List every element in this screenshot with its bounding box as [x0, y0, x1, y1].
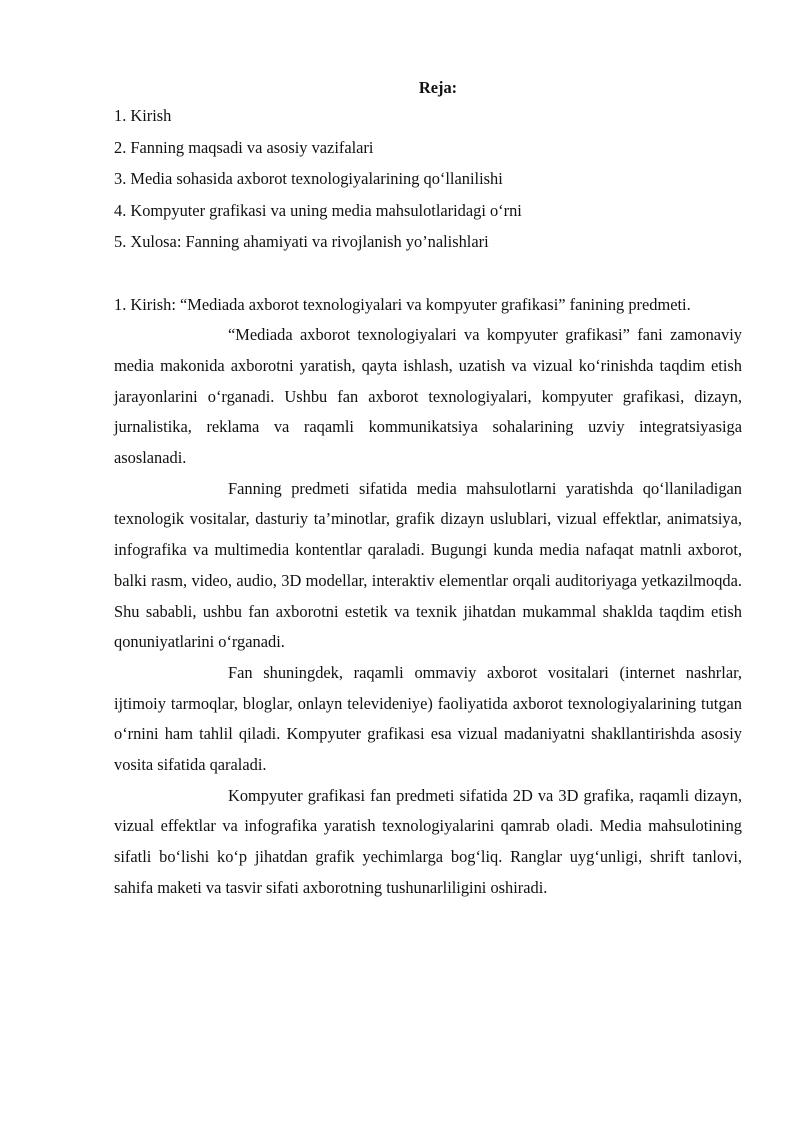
- plan-item-2: 2. Fanning maqsadi va asosiy vazifalari: [114, 137, 374, 157]
- paragraph-3: Fan shuningdek, raqamli ommaviy axborot vositalari (internet nashrlar, ijtimoiy tarmoqlar, bloglar, onlayn televideniye) faoliyatida axborot texnologiyalarining tutgan o‘rnini ham tahlil qiladi. Kompyuter grafikasi esa vizual madaniyatni shakllantirishda asosiy vosita sifatida qaraladi.: [114, 662, 742, 775]
- paragraph-2: Fanning predmeti sifatida media mahsulotlarni yaratishda qo‘llaniladigan texnologik vositalar, dasturiy ta’minotlar, grafik dizayn uslublari, vizual effektlar, animatsiya, infografika va multimedia kontentlar qaraladi. Bugungi kunda media nafaqat matnli axborot, balki rasm, video, audio, 3D modellar, interaktiv elementlar orqali auditoriyaga yetkazilmoqda. Shu sababli, ushbu fan axborotni estetik va texnik jihatdan mukammal shaklda taqdim etish qonuniyatlarini o‘rganadi.: [114, 478, 742, 652]
- plan-title: Reja:: [418, 78, 458, 97]
- plan-item-4: 4. Kompyuter grafikasi va uning media mahsulotlaridagi o‘rni: [114, 200, 522, 220]
- plan-item-1: 1. Kirish: [114, 106, 172, 125]
- paragraph-4: Kompyuter grafikasi fan predmeti sifatida 2D va 3D grafika, raqamli dizayn, vizual effektlar va infografika yaratish texnologiyalarini qamrab oladi. Media mahsulotining sifatli bo‘lishi ko‘p jihatdan grafik yechimlarga bog‘liq. Ranglar uyg‘unligi, shrift tanlovi, sahifa maketi va tasvir sifati axborotning tushunarliligini oshiradi.: [114, 785, 742, 897]
- section-spacer: [114, 258, 742, 290]
- plan-item-5: 5. Xulosa: Fanning ahamiyati va rivojlanish yo’nalishlari: [114, 232, 489, 251]
- paragraph-1: “Mediada axborot texnologiyalari va kompyuter grafikasi” fani zamonaviy media makonida axborotni yaratish, qayta ishlash, uzatish va vizual ko‘rinishda taqdim etish jarayonlarini o‘rganadi. Ushbu fan axborot texnologiyalari, kompyuter grafikasi, dizayn, jurnalistika, reklama va raqamli kommunikatsiya sohalarining uzviy integratsiyasiga asoslanadi.: [114, 325, 742, 468]
- plan-list: [114, 100, 742, 258]
- section-heading: 1. Kirish: “Mediada axborot texnologiyalari va kompyuter grafikasi” fanining predmeti.: [114, 294, 691, 314]
- plan-item-3: 3. Media sohasida axborot texnologiyalarining qo‘llanilishi: [114, 169, 503, 188]
